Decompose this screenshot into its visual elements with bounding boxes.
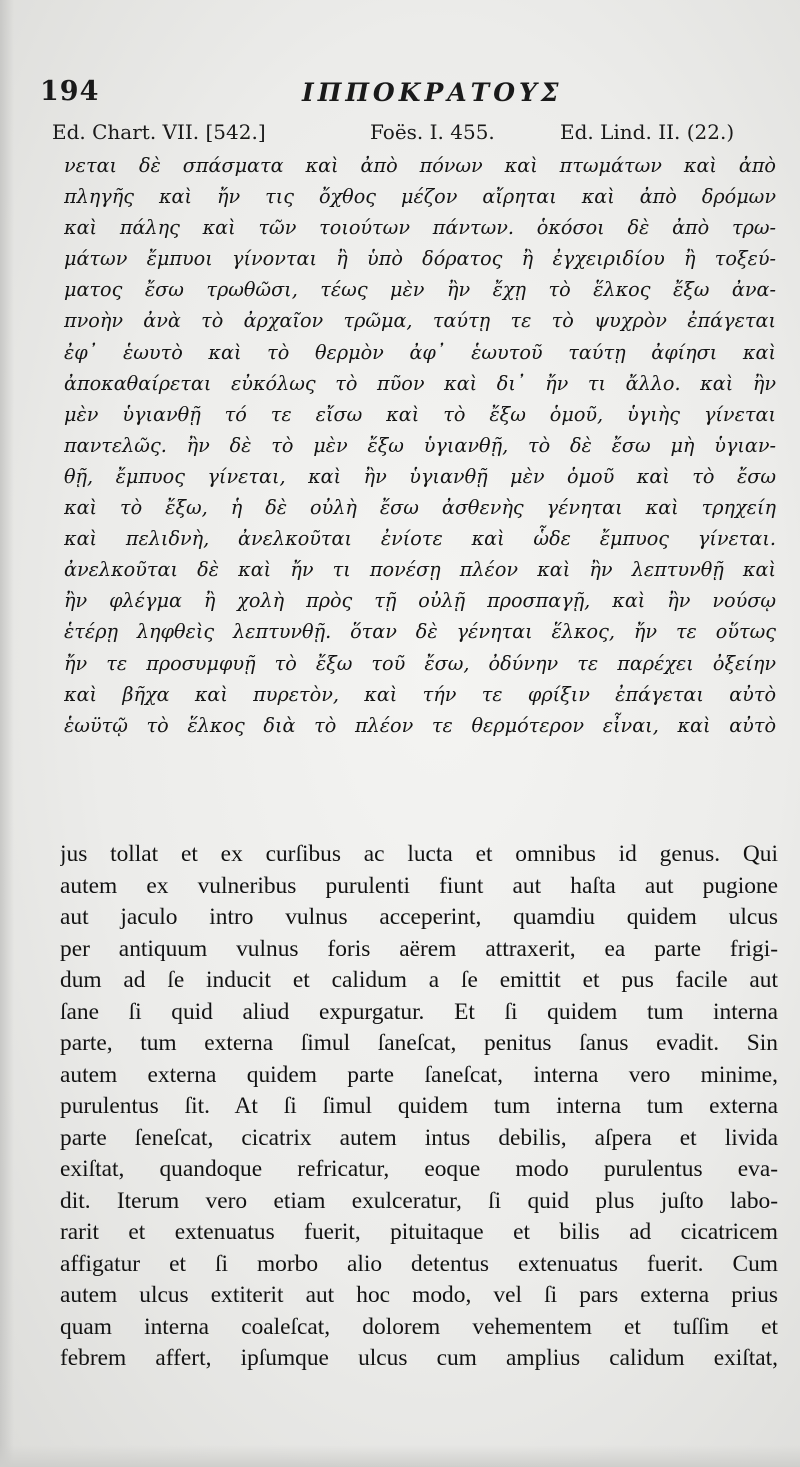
greek-text-block: [64, 150, 776, 741]
greek-line: ἤν τε προσυμφυῇ τὸ ἔξω τοῦ ἔσω, ὀδύνην τε παρέχει ὀξείην: [64, 651, 776, 675]
greek-line: ἀνελκοῦται δὲ καὶ ἤν τι πονέσῃ πλέον καὶ ἢν λεπτυνθῇ καὶ: [64, 558, 776, 582]
latin-line: rarit et extenuatus fuerit, pituitaque et bilis ad cicatricem: [60, 1219, 778, 1245]
page-number: 194: [40, 76, 100, 107]
page-gutter-shadow: [0, 0, 14, 1467]
edition-ref-linden: Ed. Lind. II. (22.): [560, 120, 735, 144]
latin-line: autem ulcus extiterit aut hoc modo, vel ſi pars externa prius: [60, 1282, 778, 1308]
latin-line: aut jaculo intro vulnus acceperint, quamdiu quidem ulcus: [60, 904, 778, 930]
latin-line: autem externa quidem parte ſaneſcat, interna vero minime,: [60, 1061, 778, 1088]
greek-line: καὶ πελιδνὴ, ἀνελκοῦται ἐνίοτε καὶ ὧδε ἔμπυος γίνεται.: [64, 527, 776, 551]
latin-line: per antiquum vulnus foris aërem attraxerit, ea parte frigi-: [60, 935, 778, 962]
latin-line: quam interna coaleſcat, dolorem vehementem et tuſſim et: [60, 1313, 778, 1340]
greek-line: καὶ βῆχα καὶ πυρετὸν, καὶ τήν τε φρίξιν ἐπάγεται αὐτὸ: [64, 682, 776, 706]
latin-line: ſane ſi quid aliud expurgatur. Et ſi quidem tum interna: [60, 998, 778, 1025]
greek-line: πληγῆς καὶ ἤν τις ὄχθος μέζον αἴρηται καὶ ἀπὸ δρόμων: [64, 185, 776, 209]
latin-text-block: [60, 839, 778, 1375]
running-title: ΙΠΠΟΚΡΑΤΟΥΣ: [302, 78, 563, 107]
greek-line: ἀποκαθαίρεται εὐκόλως τὸ πῦον καὶ δι᾽ ἤν τι ἄλλο. καὶ ἢν: [64, 371, 776, 395]
latin-line: febrem affert, ipſumque ulcus cum amplius calidum exiſtat,: [60, 1345, 778, 1371]
greek-line: ἑωϋτῷ τὸ ἕλκος διὰ τὸ πλέον τε θερμότερον εἶναι, καὶ αὐτὸ: [64, 713, 776, 737]
greek-line: ἐφ᾽ ἑωυτὸ καὶ τὸ θερμὸν ἀφ᾽ ἑωυτοῦ ταύτῃ ἀφίησι καὶ: [64, 340, 776, 364]
greek-line: παντελῶς. ἢν δὲ τὸ μὲν ἔξω ὑγιανθῇ, τὸ δὲ ἔσω μὴ ὑγιαν-: [64, 433, 776, 457]
greek-line: νεται δὲ σπάσματα καὶ ἀπὸ πόνων καὶ πτωμάτων καὶ ἀπὸ: [64, 154, 776, 177]
latin-line: dit. Iterum vero etiam exulceratur, ſi quid plus juſto labo-: [60, 1187, 778, 1214]
latin-line: purulentus ſit. At ſi ſimul quidem tum interna tum externa: [60, 1093, 778, 1119]
greek-line: πνοὴν ἀνὰ τὸ ἀρχαῖον τρῶμα, ταύτῃ τε τὸ ψυχρὸν ἐπάγεται: [64, 309, 776, 333]
latin-line: exiſtat, quandoque refricatur, eoque modo purulentus eva-: [60, 1156, 778, 1182]
latin-line: affigatur et ſi morbo alio detentus extenuatus fuerit. Cum: [60, 1250, 778, 1277]
greek-line: μάτων ἔμπυοι γίνονται ἢ ὑπὸ δόρατος ἢ ἐγχειριδίου ἢ τοξεύ-: [64, 247, 776, 271]
edition-references: [52, 120, 782, 154]
edition-ref-chartier: Ed. Chart. VII. [542.]: [52, 120, 266, 144]
running-head: [40, 74, 780, 114]
latin-line: jus tollat et ex curſibus ac lucta et omnibus id genus. Qui: [60, 841, 778, 867]
greek-line: καὶ τὸ ἔξω, ἡ δὲ οὐλὴ ἔσω ἀσθενὴς γένηται καὶ τρηχείη: [64, 496, 776, 520]
edition-ref-foesius: Foës. I. 455.: [370, 120, 495, 144]
latin-line: dum ad ſe inducit et calidum a ſe emittit et pus facile aut: [60, 967, 778, 993]
greek-line: ματος ἔσω τρωθῶσι, τέως μὲν ἢν ἔχῃ τὸ ἕλκος ἔξω ἀνα-: [64, 278, 776, 302]
greek-line: καὶ πάλης καὶ τῶν τοιούτων πάντων. ὁκόσοι δὲ ἀπὸ τρω-: [64, 216, 776, 240]
greek-line: ἢν φλέγμα ἢ χολὴ πρὸς τῇ οὐλῇ προσπαγῇ, καὶ ἢν νούσῳ: [64, 589, 776, 613]
latin-line: parte, tum externa ſimul ſaneſcat, penitus ſanus evadit. Sin: [60, 1030, 778, 1056]
latin-line: autem ex vulneribus purulenti fiunt aut haſta aut pugione: [60, 872, 778, 899]
greek-line: θῇ, ἔμπυος γίνεται, καὶ ἢν ὑγιανθῇ μὲν ὁμοῦ καὶ τὸ ἔσω: [64, 464, 776, 488]
greek-line: μὲν ὑγιανθῇ τό τε εἴσω καὶ τὸ ἔξω ὁμοῦ, ὑγιὴς γίνεται: [64, 402, 776, 426]
greek-line: ἑτέρῃ ληφθεὶς λεπτυνθῇ. ὅταν δὲ γένηται ἕλκος, ἤν τε οὕτως: [64, 620, 776, 644]
page-bottom-shadow: [0, 1445, 800, 1467]
latin-line: parte ſeneſcat, cicatrix autem intus debilis, aſpera et livida: [60, 1124, 778, 1151]
